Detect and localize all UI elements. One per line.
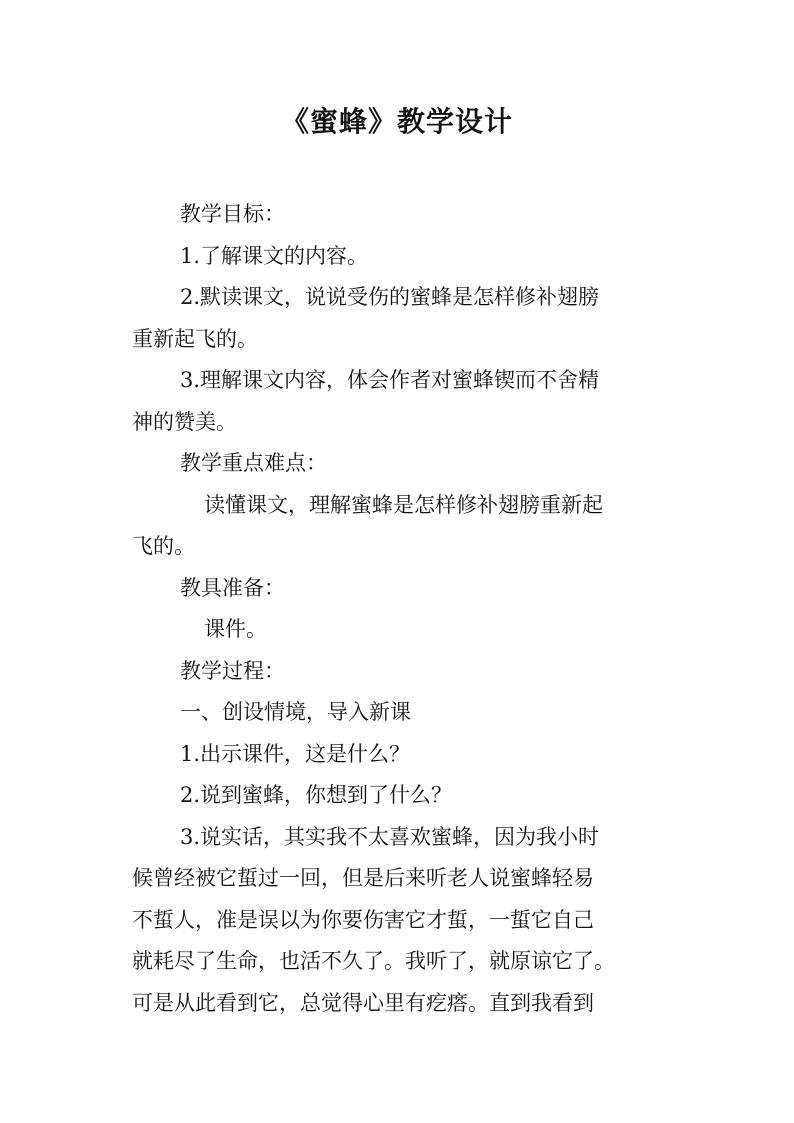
section-heading-key-points: 教学重点难点： [180, 451, 327, 475]
materials-text: 课件。 [204, 617, 267, 641]
document-body [132, 194, 672, 1024]
objective-3-line-2: 神的赞美。 [132, 409, 237, 434]
section-heading-materials: 教具准备： [180, 575, 285, 600]
key-points-line-2: 飞的。 [132, 534, 195, 558]
process-item-3-line-3: 不蜇人，准是误以为你要伤害它才蜇，一蜇它自己 [132, 907, 594, 932]
process-item-3-line-4: 就耗尽了生命，也活不久了。我听了，就原谅它了。 [132, 949, 615, 973]
key-points-line-1: 读懂课文，理解蜜蜂是怎样修补翅膀重新起 [204, 492, 603, 517]
section-heading-process: 教学过程： [180, 658, 285, 683]
process-item-3-line-2: 候曾经被它蜇过一回，但是后来听老人说蜜蜂轻易 [132, 866, 594, 890]
process-item-1: 1.出示课件，这是什么？ [180, 741, 411, 766]
section-heading-objectives: 教学目标： [180, 202, 285, 226]
objective-2-line-2: 重新起飞的。 [132, 326, 258, 351]
process-step-heading: 一、创设情境，导入新课 [180, 700, 411, 724]
process-item-2: 2.说到蜜蜂，你想到了什么？ [180, 783, 453, 807]
process-item-3-line-1: 3.说实话，其实我不太喜欢蜜蜂，因为我小时 [180, 824, 600, 849]
document-title: 《蜜蜂》教学设计 [280, 105, 513, 138]
objective-3-line-1: 3.理解课文内容，体会作者对蜜蜂锲而不舍精 [180, 368, 600, 392]
objective-1: 1.了解课文的内容。 [180, 243, 369, 268]
process-item-3-line-5: 可是从此看到它，总觉得心里有疙瘩。直到我看到 [132, 990, 594, 1015]
objective-2-line-1: 2.默读课文，说说受伤的蜜蜂是怎样修补翅膀 [180, 285, 600, 309]
